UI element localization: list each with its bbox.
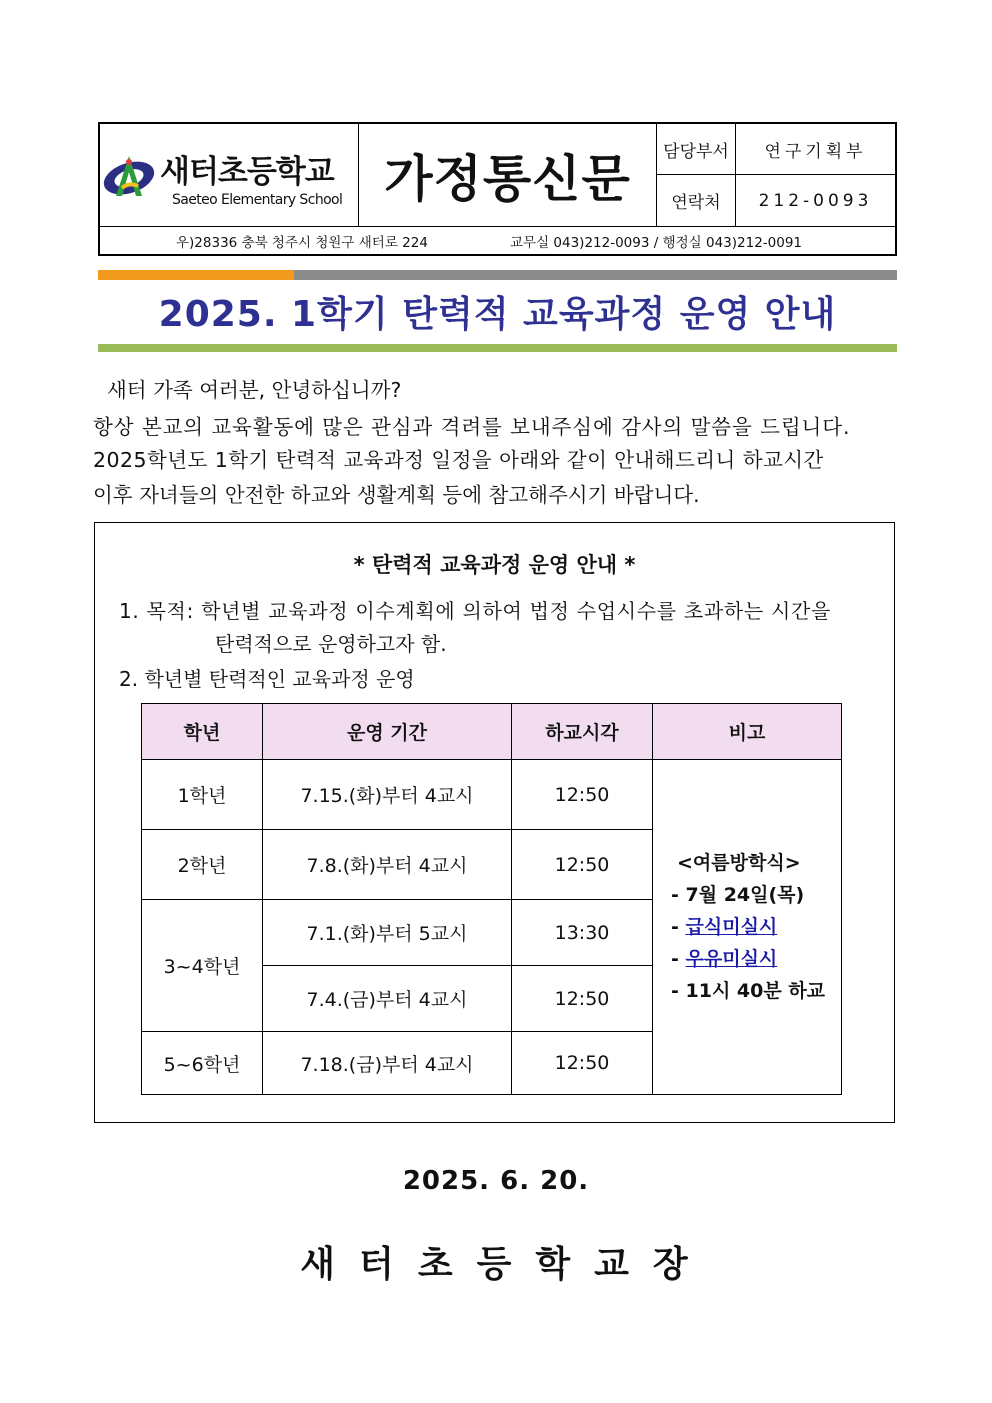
dept-label: 담당부서: [657, 124, 736, 174]
grade-schedule-heading: 2. 학년별 탄력적인 교육과정 운영: [119, 667, 415, 691]
doc-type-title: 가정통신문: [359, 124, 657, 226]
note-meal-dash: -: [671, 916, 686, 938]
period-cell: 7.1.(화)부터 5교시: [263, 900, 512, 966]
dept-row: [657, 124, 895, 175]
note-meal-link[interactable]: 급식미실시: [685, 916, 778, 938]
contact-value: 212-0093: [758, 190, 873, 211]
purpose-line-1: 1. 목적: 학년별 교육과정 이수계획에 의하여 법정 수업시수를 초과하는 시간을: [119, 599, 832, 623]
time-cell: 12:50: [512, 760, 653, 830]
note-milk: [671, 943, 841, 975]
time-cell: 12:50: [512, 830, 653, 900]
time-cell: 12:50: [512, 966, 653, 1032]
principal-signature: 새터초등학교장: [300, 1244, 712, 1285]
period-cell: 7.18.(금)부터 4교시: [263, 1032, 512, 1095]
note-date: - 7월 24일(목): [671, 884, 805, 906]
school-name-en: Saeteo Elementary School: [172, 192, 343, 208]
period-cell: 7.8.(화)부터 4교시: [263, 830, 512, 900]
intro-greeting: 새터 가족 여러분, 안녕하십니까?: [107, 378, 402, 402]
dept-value: 연구기획부: [764, 141, 867, 162]
header-grade: 학년: [142, 704, 263, 760]
note-title: <여름방학식>: [677, 852, 801, 874]
note-dismiss: - 11시 40분 하교: [671, 980, 826, 1002]
period-cell: 7.4.(금)부터 4교시: [263, 966, 512, 1032]
title-top-bar-accent: [98, 270, 294, 280]
document-title: 2025. 1학기 탄력적 교육과정 운영 안내: [158, 294, 837, 335]
purpose-line-2: 탄력적으로 운영하고자 함.: [215, 632, 447, 656]
grade-cell: 3~4학년: [142, 900, 263, 1032]
contact-label: 연락처: [657, 175, 736, 226]
title-top-bar: [98, 270, 897, 280]
time-cell: 12:50: [512, 1032, 653, 1095]
note-milk-dash: -: [671, 948, 686, 970]
period-cell: 7.15.(화)부터 4교시: [263, 760, 512, 830]
grade-cell: 1학년: [142, 760, 263, 830]
header-note: 비고: [653, 704, 842, 760]
note-cell: [653, 760, 842, 1095]
note-meal: [671, 911, 841, 943]
school-phones: 교무실 043)212-0093 / 행정실 043)212-0091: [510, 234, 803, 251]
grade-cell: 5~6학년: [142, 1032, 263, 1095]
school-logo-icon: [102, 152, 158, 200]
issue-date: 2025. 6. 20.: [402, 1166, 590, 1196]
title-bottom-bar: [98, 344, 897, 352]
table-header-row: [142, 704, 842, 760]
school-address: 우)28336 충북 청주시 청원구 새터로 224: [176, 234, 428, 251]
school-name-kr: 새터초등학교: [160, 154, 334, 190]
header-period: 운영 기간: [263, 704, 512, 760]
letterhead-top-row: [100, 124, 895, 227]
school-logo-cell: [100, 124, 359, 226]
intro-line-3: 2025학년도 1학기 탄력적 교육과정 일정을 아래와 같이 안내해드리니 하교시간: [93, 448, 824, 472]
address-row: [100, 227, 895, 254]
letterhead: [98, 122, 897, 256]
schedule-box: [94, 522, 895, 1123]
grade-cell: 2학년: [142, 830, 263, 900]
time-cell: 13:30: [512, 900, 653, 966]
note-milk-link[interactable]: 우유미실시: [685, 948, 778, 970]
header-time: 하교시각: [512, 704, 653, 760]
intro-line-4: 이후 자녀들의 안전한 하교와 생활계획 등에 참고해주시기 바랍니다.: [93, 483, 700, 507]
intro-line-2: 항상 본교의 교육활동에 많은 관심과 격려를 보내주심에 감사의 말씀을 드립니다.: [93, 415, 851, 439]
box-title: * 탄력적 교육과정 운영 안내 *: [353, 553, 636, 577]
table-row: [142, 760, 842, 830]
contact-row: [657, 175, 895, 226]
schedule-table: [141, 703, 842, 1095]
contact-info-grid: [657, 124, 895, 226]
